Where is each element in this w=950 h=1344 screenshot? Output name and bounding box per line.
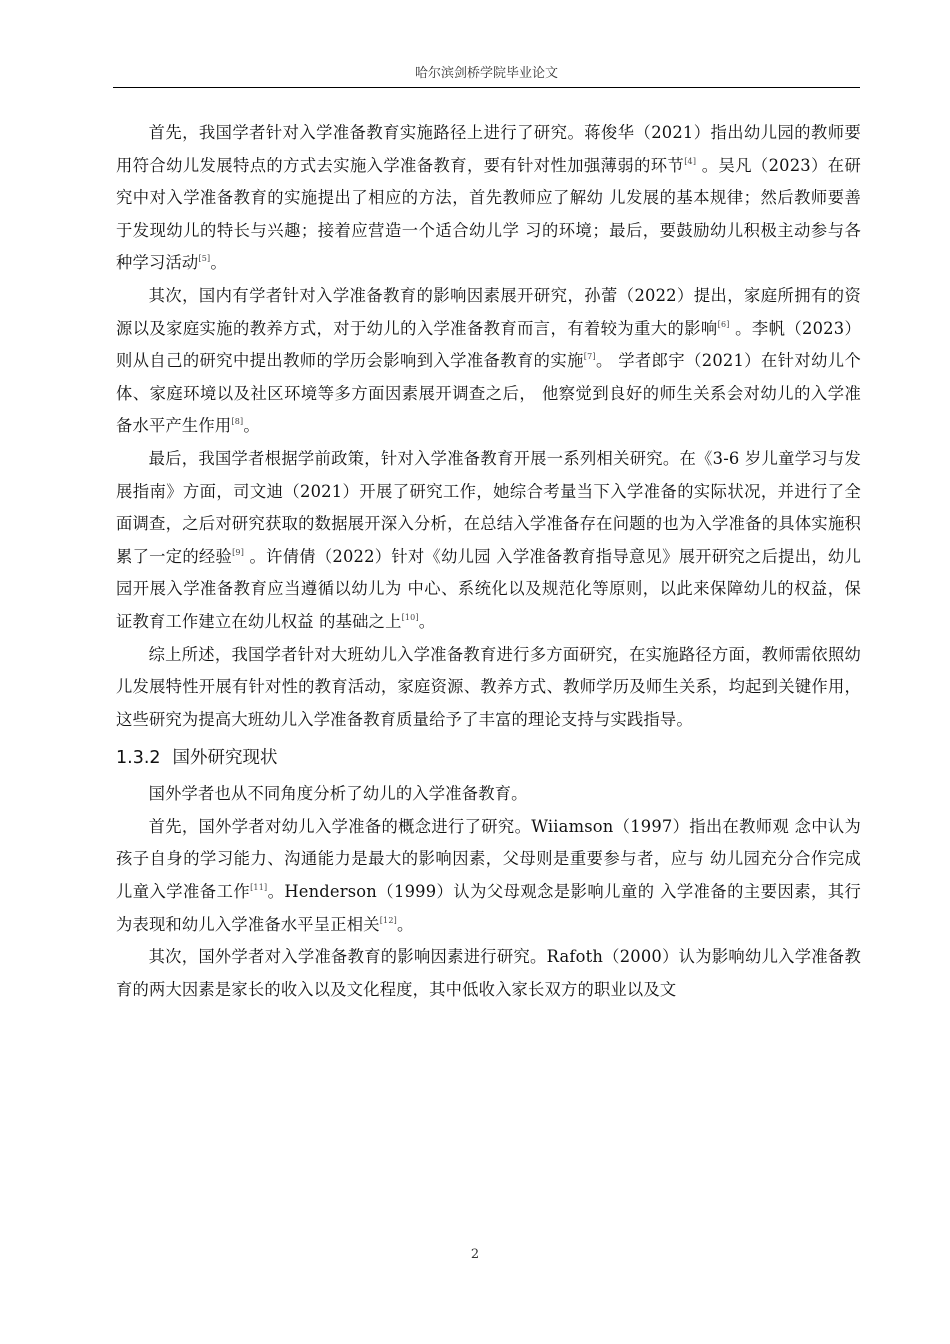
paragraph <box>116 443 861 639</box>
paragraph <box>116 280 861 443</box>
foreign-research-paragraphs <box>116 778 861 1006</box>
page-number: 2 <box>470 1247 480 1262</box>
paragraph <box>116 778 861 811</box>
citation-ref: [6] <box>717 319 730 329</box>
paragraph-text: 。吴凡（2023）在研究中对入学准备教育的实施提出了相应的方法，首先教师应了解幼 儿发展的基本规律；然后教师要善于发现幼儿的特长与兴趣；接着应营造一个适合幼儿学 习的环境；最后，要鼓励幼儿积极主动参与各种学习活动 <box>116 155 861 273</box>
section-title: 国外研究现状 <box>172 748 278 769</box>
paragraph-text: 其次，国内有学者针对入学准备教育的影响因素展开研究，孙蕾（2022）提出，家庭所拥有的资源以及家庭实施的教养方式，对于幼儿的入学准备教育而言，有着较为重大的影响 <box>116 285 861 338</box>
paragraph-text: 首先，国外学者对幼儿入学准备的概念进行了研究。Wiiamson（1997）指出在教师观 念中认为孩子自身的学习能力、沟通能力是最大的影响因素，父母则是重要参与者，应与 幼儿园充分合作完成儿童入学准备工作 <box>116 816 861 902</box>
paragraph-text: 其次，国外学者对入学准备教育的影响因素进行研究。Rafoth（2000）认为影响幼儿入学准备教育的两大因素是家长的收入以及文化程度，其中低收入家长双方的职业以及文 <box>116 947 861 999</box>
citation-ref: [8] <box>231 417 244 427</box>
section-number: 1.3.2 <box>116 748 161 769</box>
paragraph <box>116 811 861 941</box>
paragraph-text: 。 <box>210 253 227 273</box>
citation-ref: [9] <box>232 547 245 557</box>
paragraph-text: 首先，我国学者针对入学准备教育实施路径上进行了研究。蒋俊华（2021）指出幼儿园的教师要用符合幼儿发展特点的方式去实施入学准备教育，要有针对性加强薄弱的环节 <box>116 123 861 175</box>
paragraph-text: 。许倩倩（2022）针对《幼儿园 入学准备教育指导意见》展开研究之后提出，幼儿园开展入学准备教育应当遵循以幼儿为 中心、系统化以及规范化等原则，以此来保障幼儿的权益，保证教育工作建立在幼儿权益 的基础之上 <box>116 546 861 631</box>
citation-ref: [12] <box>379 915 397 925</box>
paragraph-text: 。 <box>396 914 414 934</box>
paragraph-text: 国外学者也从不同角度分析了幼儿的入学准备教育。 <box>148 784 528 804</box>
paragraph-text: 最后，我国学者根据学前政策，针对入学准备教育开展一系列相关研究。在《3-6 岁儿童学习与发展指南》方面，司文迪（2021）开展了研究工作，她综合考量当下入学准备的实际状况，并进行了全面调查，之后对研究获取的数据展开深入分析，在总结入学准备存在问题的也为入学准备的具体实施积累了一定的经验 <box>116 448 861 566</box>
paragraph-text: 。 <box>418 611 436 631</box>
citation-ref: [5] <box>198 254 211 264</box>
citation-ref: [11] <box>250 883 268 893</box>
body-text <box>116 117 861 1006</box>
section-heading <box>116 740 861 776</box>
paragraph-text: 。Henderson（1999）认为父母观念是影响儿童的 入学准备的主要因素，其行为表现和幼儿入学准备水平呈正相关 <box>116 882 861 934</box>
paragraph-text: 。 <box>243 416 260 436</box>
citation-ref: [7] <box>583 352 596 362</box>
citation-ref: [10] <box>401 612 419 622</box>
running-header: 哈尔滨剑桥学院毕业论文 <box>113 60 860 88</box>
paragraph-text: 。李帆（2023）则从自己的研究中提出教师的学历会影响到入学准备教育的实施 <box>116 318 861 371</box>
paragraph <box>116 639 861 737</box>
paragraph-text: 。 学者郎宇（2021）在针对幼儿个体、家庭环境以及社区环境等多方面因素展开调查之后， 他察觉到良好的师生关系会对幼儿的入学准备水平产生作用 <box>116 351 861 436</box>
citation-ref: [4] <box>684 156 697 166</box>
domestic-research-paragraphs <box>116 117 861 736</box>
paragraph <box>116 941 861 1006</box>
paragraph <box>116 117 861 280</box>
paragraph-text: 综上所述，我国学者针对大班幼儿入学准备教育进行多方面研究，在实施路径方面，教师需依照幼儿发展特性开展有针对性的教育活动，家庭资源、教养方式、教师学历及师生关系，均起到关键作用，这些研究为提高大班幼儿入学准备教育质量给予了丰富的理论支持与实践指导。 <box>116 644 861 729</box>
